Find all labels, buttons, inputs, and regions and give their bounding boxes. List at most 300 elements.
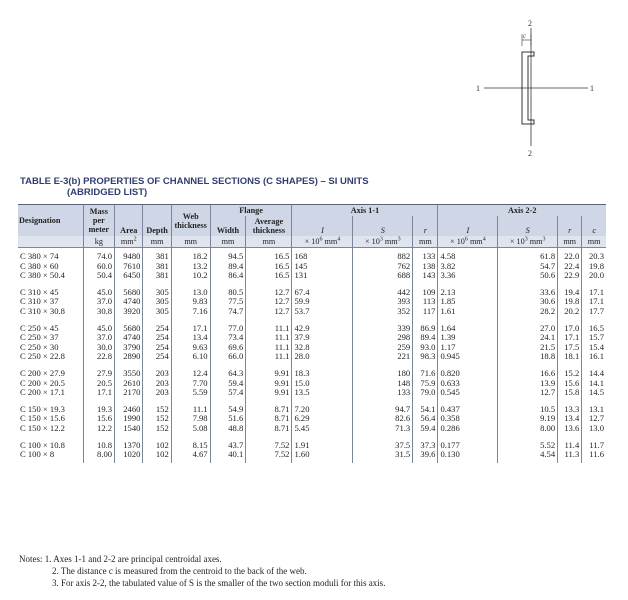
- cell-value: 80.5: [210, 284, 246, 298]
- cell-value: 74.0: [83, 248, 114, 262]
- cell-value: 11.4: [558, 437, 582, 451]
- cell-value: 39.6: [413, 450, 438, 463]
- units-row: [18, 236, 606, 248]
- cell-value: 259: [353, 343, 413, 353]
- cell-value: 11.7: [582, 437, 606, 451]
- cell-value: 27.9: [83, 365, 114, 379]
- cell-value: 180: [353, 365, 413, 379]
- cell-value: 12.7: [246, 297, 292, 307]
- cell-value: 138: [413, 262, 438, 272]
- cell-value: 54.1: [413, 401, 438, 415]
- cell-value: 9.63: [171, 343, 210, 353]
- cell-value: 9480: [115, 248, 143, 262]
- cell-value: 11.1: [171, 401, 210, 415]
- table-row: [18, 352, 606, 365]
- cell-value: 254: [143, 320, 171, 334]
- axis-label-top: 2: [528, 19, 532, 28]
- cell-value: 64.3: [210, 365, 246, 379]
- cell-value: 77.5: [210, 297, 246, 307]
- cell-value: 32.8: [292, 343, 353, 353]
- cell-value: 59.9: [292, 297, 353, 307]
- header-r2: r: [558, 216, 582, 236]
- cell-value: 37.0: [83, 333, 114, 343]
- cell-value: 12.7: [246, 307, 292, 320]
- cell-designation: C 380 × 74: [18, 248, 83, 262]
- table-row: [18, 388, 606, 401]
- cell-value: 17.1: [582, 284, 606, 298]
- cell-value: 339: [353, 320, 413, 334]
- cell-value: 152: [143, 401, 171, 415]
- cell-value: 20.5: [83, 379, 114, 389]
- cell-value: 305: [143, 307, 171, 320]
- cell-value: 93.0: [413, 343, 438, 353]
- cell-value: 7.70: [171, 379, 210, 389]
- cell-value: 7.16: [171, 307, 210, 320]
- cell-value: 4740: [115, 333, 143, 343]
- cell-value: 13.6: [558, 424, 582, 437]
- cell-value: 16.6: [498, 365, 558, 379]
- cell-designation: C 100 × 10.8: [20, 439, 65, 450]
- table-row: [18, 437, 606, 451]
- note-2: 2. The distance c is measured from the centroid to the back of the web.: [52, 566, 307, 576]
- cell-designation: C 310 × 37: [20, 296, 59, 307]
- cell-value: 16.1: [582, 352, 606, 365]
- cell-value: 17.0: [558, 320, 582, 334]
- cell-value: 15.2: [558, 365, 582, 379]
- cell-value: 145: [292, 262, 353, 272]
- cell-value: 9.19: [498, 414, 558, 424]
- cell-value: 0.820: [438, 365, 498, 379]
- cell-value: 17.1: [582, 297, 606, 307]
- cell-value: 21.5: [498, 343, 558, 353]
- cell-value: 86.4: [210, 271, 246, 284]
- cell-value: 1370: [115, 437, 143, 451]
- note-3: 3. For axis 2-2, the tabulated value of S is the smaller of the two section moduli for this axis.: [52, 578, 386, 588]
- cell-designation: C 250 × 45: [20, 322, 59, 333]
- cell-designation: C 250 × 37: [20, 332, 59, 343]
- cell-value: 1.39: [438, 333, 498, 343]
- cell-value: 148: [353, 379, 413, 389]
- cell-value: 3920: [115, 307, 143, 320]
- cell-value: 28.2: [498, 307, 558, 320]
- header-depth: Depth: [143, 205, 171, 237]
- cell-value: 1.91: [292, 437, 353, 451]
- unit-r1: mm: [413, 236, 438, 248]
- cell-value: 13.9: [498, 379, 558, 389]
- cell-value: 12.4: [171, 365, 210, 379]
- cell-value: 393: [353, 297, 413, 307]
- cell-value: 37.3: [413, 437, 438, 451]
- cell-value: 442: [353, 284, 413, 298]
- cell-value: 11.3: [558, 450, 582, 463]
- cell-value: 20.2: [558, 307, 582, 320]
- cell-value: 8.71: [246, 414, 292, 424]
- cell-designation: C 200 × 27.9: [20, 367, 65, 378]
- cell-value: 17.5: [558, 343, 582, 353]
- cell-value: 45.0: [83, 284, 114, 298]
- header-row-1: [18, 205, 606, 217]
- header-c2: c: [582, 216, 606, 236]
- cell-value: 2460: [115, 401, 143, 415]
- cell-value: 13.0: [582, 424, 606, 437]
- cell-value: 53.7: [292, 307, 353, 320]
- cell-value: 16.5: [246, 262, 292, 272]
- cell-value: 102: [143, 450, 171, 463]
- cell-value: 1540: [115, 424, 143, 437]
- cell-value: 0.633: [438, 379, 498, 389]
- cell-value: 19.4: [558, 284, 582, 298]
- cell-designation: C 200 × 17.1: [20, 387, 65, 398]
- cell-value: 94.5: [210, 248, 246, 262]
- header-S1: S: [353, 216, 413, 236]
- cell-value: 1.61: [438, 307, 498, 320]
- notes: [19, 553, 385, 589]
- cell-value: 221: [353, 352, 413, 365]
- header-axis-2-2: Axis 2-2: [438, 205, 606, 217]
- cell-value: 381: [143, 248, 171, 262]
- cell-value: 16.5: [582, 320, 606, 334]
- cell-value: 22.4: [558, 262, 582, 272]
- cell-value: 7.20: [292, 401, 353, 415]
- axis-label-right: 1: [590, 84, 594, 93]
- cell-value: 14.5: [582, 388, 606, 401]
- cell-value: 15.4: [582, 343, 606, 353]
- cell-value: 30.8: [83, 307, 114, 320]
- cell-value: 298: [353, 333, 413, 343]
- cell-designation: C 150 × 12.2: [20, 422, 65, 433]
- cell-designation: C 150 × 15.6: [20, 413, 65, 424]
- cell-value: 109: [413, 284, 438, 298]
- cell-value: 3790: [115, 343, 143, 353]
- cell-value: 20.0: [582, 271, 606, 284]
- cell-value: 54.9: [210, 401, 246, 415]
- cell-value: 51.6: [210, 414, 246, 424]
- header-I1: I: [292, 216, 353, 236]
- cell-value: 10.5: [498, 401, 558, 415]
- cell-value: 5.45: [292, 424, 353, 437]
- cell-value: 13.5: [292, 388, 353, 401]
- cell-value: 24.1: [498, 333, 558, 343]
- cell-value: 30.0: [83, 343, 114, 353]
- cell-value: 19.3: [83, 401, 114, 415]
- cell-value: 1.64: [438, 320, 498, 334]
- table-title: [20, 176, 369, 198]
- cell-value: 13.4: [171, 333, 210, 343]
- cell-value: 143: [413, 271, 438, 284]
- header-I2: I: [438, 216, 498, 236]
- cell-value: 17.1: [171, 320, 210, 334]
- cell-value: 102: [143, 437, 171, 451]
- unit-c2: mm: [582, 236, 606, 248]
- cell-value: 71.6: [413, 365, 438, 379]
- cell-value: 18.3: [292, 365, 353, 379]
- header-avg-thickness: Average thickness: [246, 216, 292, 236]
- cell-value: 3.82: [438, 262, 498, 272]
- table-row: [18, 271, 606, 284]
- cell-value: 48.8: [210, 424, 246, 437]
- cell-value: 71.3: [353, 424, 413, 437]
- cell-value: 0.286: [438, 424, 498, 437]
- table-title-line1: TABLE E-3(b) PROPERTIES OF CHANNEL SECTIONS (C SHAPES) – SI UNITS: [20, 176, 369, 187]
- cell-value: 7.52: [246, 450, 292, 463]
- cell-value: 1.17: [438, 343, 498, 353]
- unit-S2: × $10^3$ $mm^3$: [498, 236, 558, 248]
- unit-mass: kg: [83, 236, 114, 248]
- cell-value: 94.7: [353, 401, 413, 415]
- cell-value: 60.0: [83, 262, 114, 272]
- cell-value: 18.2: [171, 248, 210, 262]
- cell-value: 10.8: [83, 437, 114, 451]
- cell-value: 381: [143, 262, 171, 272]
- cell-value: 66.0: [210, 352, 246, 365]
- table-row: [18, 450, 606, 463]
- cell-value: 882: [353, 248, 413, 262]
- cell-designation: C 100 × 8: [20, 449, 55, 460]
- cell-designation: C 250 × 30: [20, 341, 59, 352]
- cell-designation: C 380 × 50.4: [20, 270, 65, 281]
- cell-value: 16.5: [246, 271, 292, 284]
- cell-value: 305: [143, 297, 171, 307]
- cell-value: 73.4: [210, 333, 246, 343]
- cell-value: 15.8: [558, 388, 582, 401]
- cell-value: 3.36: [438, 271, 498, 284]
- cell-value: 67.4: [292, 284, 353, 298]
- cell-value: 203: [143, 388, 171, 401]
- cell-value: 4.54: [498, 450, 558, 463]
- cell-value: 203: [143, 365, 171, 379]
- cell-value: 9.91: [246, 388, 292, 401]
- cell-value: 74.7: [210, 307, 246, 320]
- cell-value: 203: [143, 379, 171, 389]
- cell-value: 131: [292, 271, 353, 284]
- cell-value: 50.4: [83, 271, 114, 284]
- cell-value: 15.6: [558, 379, 582, 389]
- cell-value: 82.6: [353, 414, 413, 424]
- cell-value: 5.08: [171, 424, 210, 437]
- cell-value: 0.945: [438, 352, 498, 365]
- cell-value: 19.8: [582, 262, 606, 272]
- header-r1: r: [413, 216, 438, 236]
- cell-value: 15.6: [83, 414, 114, 424]
- table-row: [18, 365, 606, 379]
- channel-properties-table: [18, 204, 606, 463]
- cell-value: 59.4: [210, 379, 246, 389]
- table-row: [18, 424, 606, 437]
- cell-value: 11.1: [246, 352, 292, 365]
- cell-value: 56.4: [413, 414, 438, 424]
- cell-value: 113: [413, 297, 438, 307]
- cell-value: 54.7: [498, 262, 558, 272]
- cell-value: 11.1: [246, 320, 292, 334]
- cell-value: 0.437: [438, 401, 498, 415]
- cell-value: 6450: [115, 271, 143, 284]
- cell-value: 4740: [115, 297, 143, 307]
- header-flange: Flange: [210, 205, 292, 217]
- cell-value: 19.8: [558, 297, 582, 307]
- cell-value: 89.4: [210, 262, 246, 272]
- unit-web: mm: [171, 236, 210, 248]
- cell-value: 152: [143, 424, 171, 437]
- cell-value: 254: [143, 352, 171, 365]
- cell-value: 28.0: [292, 352, 353, 365]
- cell-value: 75.9: [413, 379, 438, 389]
- cell-value: 117: [413, 307, 438, 320]
- cell-value: 17.1: [83, 388, 114, 401]
- cell-value: 98.3: [413, 352, 438, 365]
- cell-value: 57.4: [210, 388, 246, 401]
- unit-I1: × $10^6$ $mm^4$: [292, 236, 353, 248]
- cell-value: 305: [143, 284, 171, 298]
- cell-value: 13.2: [171, 262, 210, 272]
- cell-value: 381: [143, 271, 171, 284]
- cell-value: 30.6: [498, 297, 558, 307]
- cell-designation: C 150 × 19.3: [20, 403, 65, 414]
- cell-value: 16.5: [246, 248, 292, 262]
- cell-value: 3550: [115, 365, 143, 379]
- cell-value: 0.177: [438, 437, 498, 451]
- cell-value: 2170: [115, 388, 143, 401]
- cell-value: 37.5: [353, 437, 413, 451]
- cell-value: 9.83: [171, 297, 210, 307]
- cell-value: 168: [292, 248, 353, 262]
- header-S2: S: [498, 216, 558, 236]
- unit-depth: mm: [143, 236, 171, 248]
- cell-value: 77.0: [210, 320, 246, 334]
- unit-width: mm: [210, 236, 246, 248]
- axis-label-bottom: 2: [528, 149, 532, 158]
- table-body: [18, 248, 606, 463]
- cell-value: 133: [353, 388, 413, 401]
- header-axis-1-1: Axis 1-1: [292, 205, 438, 217]
- cell-value: 1990: [115, 414, 143, 424]
- cell-value: 17.1: [558, 333, 582, 343]
- cell-value: 22.9: [558, 271, 582, 284]
- cell-value: 7.98: [171, 414, 210, 424]
- cell-value: 4.58: [438, 248, 498, 262]
- cell-value: 8.00: [498, 424, 558, 437]
- cell-value: 352: [353, 307, 413, 320]
- cell-designation: C 380 × 60: [20, 260, 59, 271]
- cell-value: 42.9: [292, 320, 353, 334]
- cell-value: 13.1: [582, 401, 606, 415]
- cell-value: 1020: [115, 450, 143, 463]
- cell-value: 11.1: [246, 343, 292, 353]
- header-width: Width: [210, 216, 246, 236]
- cell-value: 1.85: [438, 297, 498, 307]
- cell-value: 50.6: [498, 271, 558, 284]
- cell-value: 13.0: [171, 284, 210, 298]
- cell-value: 18.8: [498, 352, 558, 365]
- cell-value: 0.130: [438, 450, 498, 463]
- cell-value: 17.7: [582, 307, 606, 320]
- cell-value: 2610: [115, 379, 143, 389]
- unit-avg: mm: [246, 236, 292, 248]
- cell-value: 6.10: [171, 352, 210, 365]
- cell-value: 5.52: [498, 437, 558, 451]
- cell-value: 2.13: [438, 284, 498, 298]
- cell-value: 11.6: [582, 450, 606, 463]
- cell-designation: C 310 × 45: [20, 286, 59, 297]
- axis-label-left: 1: [476, 84, 480, 93]
- cell-value: 9.91: [246, 365, 292, 379]
- cell-designation: C 250 × 22.8: [20, 351, 65, 362]
- c-label: c: [523, 32, 527, 40]
- cell-value: 8.71: [246, 424, 292, 437]
- cell-value: 12.7: [582, 414, 606, 424]
- cell-value: 8.15: [171, 437, 210, 451]
- header-designation: Designation: [18, 205, 83, 237]
- channel-section-diagram: [470, 16, 600, 166]
- cell-value: 33.6: [498, 284, 558, 298]
- cell-value: 6.29: [292, 414, 353, 424]
- cell-value: 15.0: [292, 379, 353, 389]
- cell-value: 10.2: [171, 271, 210, 284]
- cell-value: 5680: [115, 320, 143, 334]
- cell-value: 7.52: [246, 437, 292, 451]
- header-area: Area: [115, 205, 143, 237]
- cell-value: 59.4: [413, 424, 438, 437]
- cell-value: 22.8: [83, 352, 114, 365]
- cell-value: 43.7: [210, 437, 246, 451]
- header-mass: Mass per meter: [83, 205, 114, 237]
- cell-value: 4.67: [171, 450, 210, 463]
- cell-value: 86.9: [413, 320, 438, 334]
- table-row: [18, 401, 606, 415]
- cell-value: 27.0: [498, 320, 558, 334]
- cell-value: 40.1: [210, 450, 246, 463]
- table-row: [18, 284, 606, 298]
- unit-I2: × $10^6$ $mm^4$: [438, 236, 498, 248]
- unit-r2: mm: [558, 236, 582, 248]
- unit-area: $mm^2$: [115, 236, 143, 248]
- cell-value: 5680: [115, 284, 143, 298]
- cell-value: 8.71: [246, 401, 292, 415]
- cell-value: 0.358: [438, 414, 498, 424]
- cell-value: 8.00: [83, 450, 114, 463]
- cell-value: 61.8: [498, 248, 558, 262]
- cell-value: 12.7: [246, 284, 292, 298]
- cell-value: 0.545: [438, 388, 498, 401]
- cell-value: 79.0: [413, 388, 438, 401]
- cell-value: 20.3: [582, 248, 606, 262]
- header-web-thickness: Web thickness: [171, 205, 210, 237]
- cell-value: 89.4: [413, 333, 438, 343]
- cell-value: 31.5: [353, 450, 413, 463]
- cell-value: 254: [143, 333, 171, 343]
- cell-value: 133: [413, 248, 438, 262]
- cell-value: 14.1: [582, 379, 606, 389]
- cell-value: 45.0: [83, 320, 114, 334]
- table-row: [18, 320, 606, 334]
- cell-value: 37.0: [83, 297, 114, 307]
- cell-value: 14.4: [582, 365, 606, 379]
- cell-value: 15.7: [582, 333, 606, 343]
- cell-value: 11.1: [246, 333, 292, 343]
- cell-value: 69.6: [210, 343, 246, 353]
- cell-value: 12.2: [83, 424, 114, 437]
- cell-value: 13.4: [558, 414, 582, 424]
- cell-value: 12.7: [498, 388, 558, 401]
- cell-value: 13.3: [558, 401, 582, 415]
- cell-value: 18.1: [558, 352, 582, 365]
- table-row: [18, 248, 606, 262]
- cell-value: 152: [143, 414, 171, 424]
- cell-value: 9.91: [246, 379, 292, 389]
- cell-value: 22.0: [558, 248, 582, 262]
- cell-value: 2890: [115, 352, 143, 365]
- table-row: [18, 307, 606, 320]
- cell-designation: C 200 × 20.5: [20, 377, 65, 388]
